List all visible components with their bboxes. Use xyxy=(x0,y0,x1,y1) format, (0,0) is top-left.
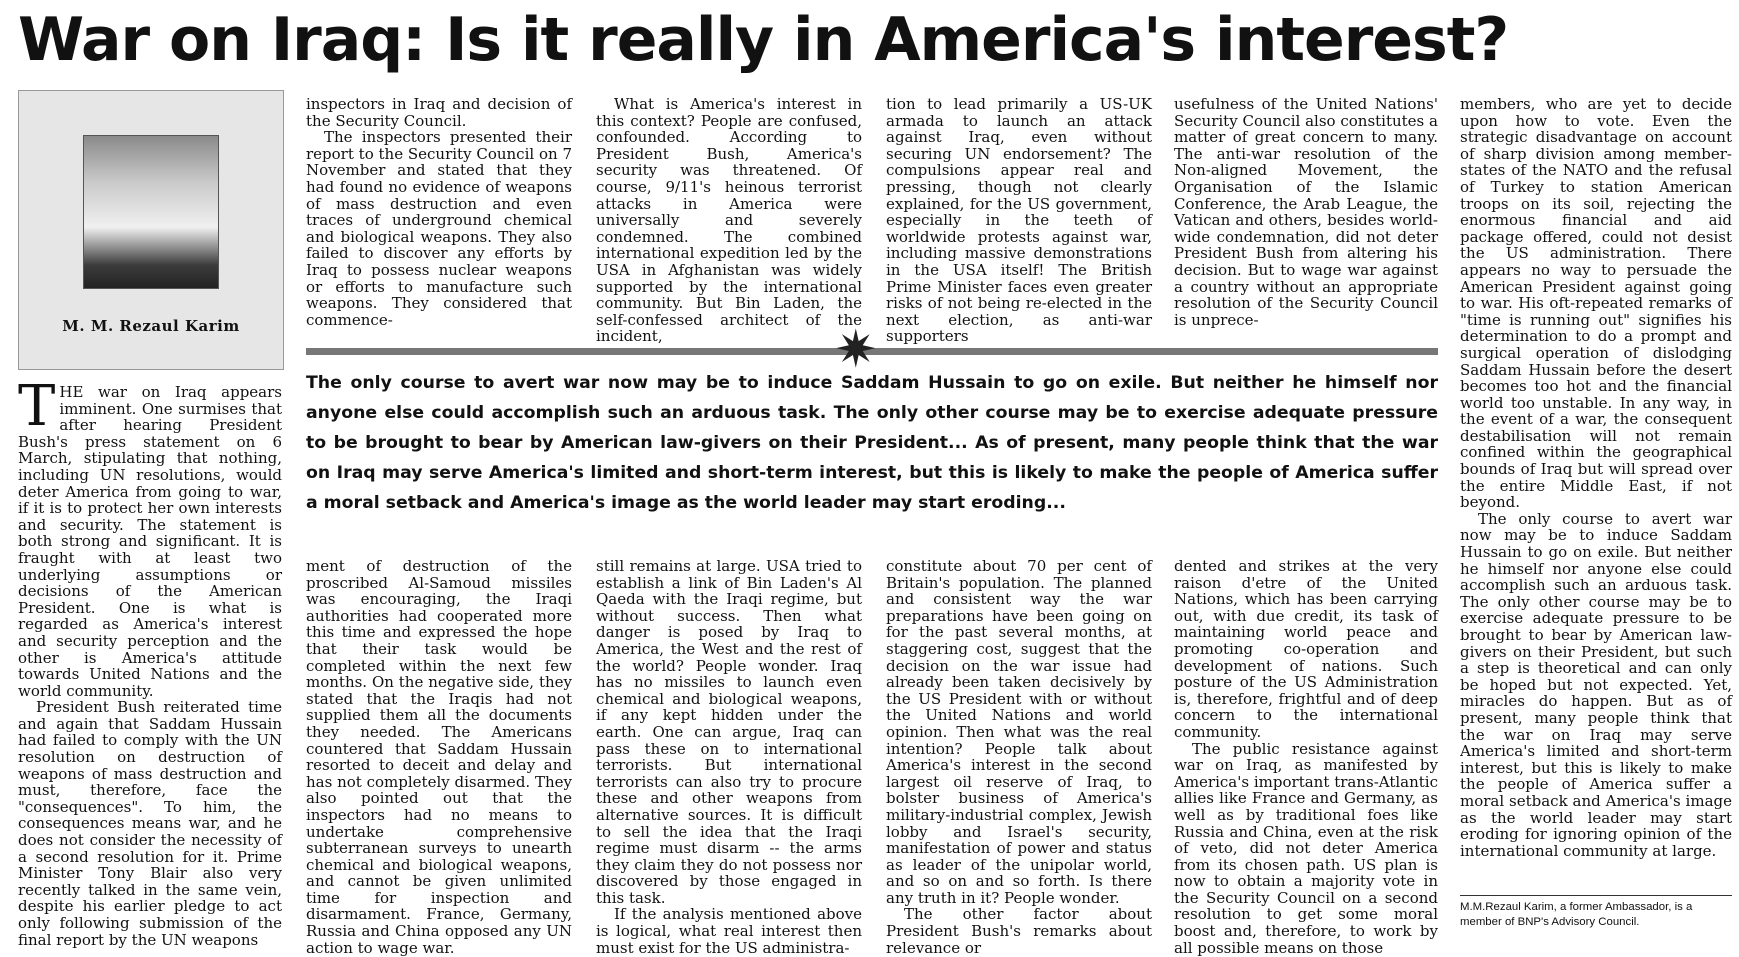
column-6-paragraph-2: The only course to avert war now may be to induce Saddam Hussain to go on exile. But neither he himself nor anyone else could accomplish such an arduous task. The only other course may be to exercise adequate pressure to be brought to bear by American law-givers on their President, but such a step is theoretical and can only be hoped but not expected. Yet, miracles do happen. But as of present, many people think that the war on Iraq may serve America's limited and short-term interest, but this is likely to make the people of America suffer a moral setback and America's image as the world leader may start eroding for ignoring opinion of the international community at large. xyxy=(1460,509,1732,860)
column-2-bottom xyxy=(306,557,572,957)
column-4-top-paragraph-1: tion to lead primarily a US-UK armada to launch an attack against Iraq, even without securing UN endorsement? The compulsions appear real and pressing, though not clearly explained, for the US government, especially in the teeth of worldwide protests against war, including massive demonstrations in the USA itself! The British Prime Minister faces even greater risks of not being re-elected in the next election, as anti-war supporters xyxy=(886,95,1152,346)
author-photo xyxy=(83,135,219,289)
column-5-bottom-paragraph-1: dented and strikes at the very raison d'etre of the United Nations, which has been carrying out, with due credit, its task of maintaining world peace and promoting co-operation and development of nations. Such posture of the US Administration is, therefore, frightful and of deep concern to the international community. xyxy=(1174,557,1438,741)
column-2-bottom-paragraph-1: ment of destruction of the proscribed Al-Samoud missiles was encouraging, the Iraqi authorities had cooperated more this time and expressed the hope that their task would be completed within the next few months. On the negative side, they stated that the Iraqis had not supplied them all the documents they needed. The Americans countered that Saddam Hussain resorted to deceit and delay and has not completely disarmed. They also pointed out that the inspectors had no means to undertake comprehensive subterranean surveys to unearth chemical and biological weapons, and cannot be given unlimited time for inspection and disarmament. France, Germany, Russia and China opposed any UN action to wage war. xyxy=(306,557,572,957)
column-5-bottom xyxy=(1174,557,1438,957)
author-name: M. M. Rezaul Karim xyxy=(62,317,240,335)
column-1-paragraph-2: President Bush reiterated time and again that Saddam Hussain had failed to comply with the UN resolution on destruction of weapons of mass destruction and must, therefore, face the "consequences". To him, the consequences means war, and he does not consider the necessity of a second resolution for it. Prime Minister Tony Blair also very recently talked in the same vein, despite his earlier pledge to act only following submission of the final report by the UN weapons xyxy=(18,698,282,949)
column-2-top-paragraph-1: inspectors in Iraq and decision of the Security Council. xyxy=(306,95,572,130)
author-footnote: M.M.Rezaul Karim, a former Ambassador, is a member of BNP's Advisory Council. xyxy=(1460,895,1732,930)
column-3-top-paragraph-1: What is America's interest in this context? People are confused, confounded. According to President Bush, America's security was threatened. Of course, 9/11's heinous terrorist attacks in America were universally and severely condemned. The combined international expedition led by the USA in Afghanistan was widely supported by the international community. But Bin Laden, the self-confessed architect of the incident, xyxy=(596,95,862,346)
column-3-bottom-paragraph-2: If the analysis mentioned above is logical, what real interest then must exist for the US administra- xyxy=(596,905,862,957)
column-4-top xyxy=(886,95,1152,346)
column-2-top-paragraph-2: The inspectors presented their report to the Security Council on 7 November and stated that they had found no evidence of weapons of mass destruction and even traces of underground chemical and biological weapons. They also failed to discover any efforts by Iraq to possess nuclear weapons or efforts to manufacture such weapons. They considered that commence- xyxy=(306,128,572,329)
column-3-top xyxy=(596,95,862,346)
starburst-icon: ✷ xyxy=(834,320,878,380)
column-6 xyxy=(1460,96,1732,888)
author-box xyxy=(18,90,284,370)
column-4-bottom-paragraph-1: constitute about 70 per cent of Britain's population. The planned and consistent way the war preparations have been going on for the past several months, at staggering cost, suggest that the decision on the war issue had already been taken decisively by the US President with or without the United Nations and world opinion. Then what was the real intention? People talk about America's interest in the second largest oil reserve of Iraq, to bolster business of America's military-industrial complex, Jewish lobby and Israel's security, manifestation of power and status as leader of the unipolar world, and so on and so forth. Is there any truth in it? People wonder. xyxy=(886,557,1152,907)
dropcap: T xyxy=(18,374,56,439)
pullquote: The only course to avert war now may be to induce Saddam Hussain to go on exile. But neither he himself nor anyone else could accomplish such an arduous task. The only other course may be to exercise adequate pressure to be brought to bear by American law-givers on their President... As of present, many people think that the war on Iraq may serve America's limited and short-term interest, but this is likely to make the people of America suffer a moral setback and America's image as the world leader may start eroding... xyxy=(306,373,1438,513)
column-4-bottom-paragraph-2: The other factor about President Bush's remarks about relevance or xyxy=(886,905,1152,957)
column-1-paragraph-1: THE war on Iraq appears imminent. One surmises that after hearing President Bush's press statement on 6 March, stipulating that nothing, including UN resolutions, would deter America from going to war, if it is to protect her own interests and security. The statement is both strong and significant. It is fraught with at least two underlying assumptions or decisions of the American President. One is what is regarded as America's interest and security perception and the other is America's attitude towards United Nations and the world community. xyxy=(18,374,282,700)
column-5-bottom-paragraph-2: The public resistance against war on Iraq, as manifested by America's important trans-Atlantic allies like France and Germany, as well as by traditional foes like Russia and China, even at the risk of veto, did not deter America from its chosen path. US plan is now to obtain a majority vote in the Security Council on a second resolution to get some moral boost and, therefore, to work by all possible means on those xyxy=(1174,739,1438,957)
column-5-top-paragraph-1: usefulness of the United Nations' Security Council also constitutes a matter of great concern to many. The anti-war resolution of the Non-aligned Movement, the Organisation of the Islamic Conference, the Arab League, the Vatican and others, besides world-wide condemnation, did not deter President Bush from altering his decision. But to wage war against a country without an appropriate resolution of the Security Council is unprece- xyxy=(1174,95,1438,329)
column-6-paragraph-1: members, who are yet to decide upon how to vote. Even the strategic disadvantage on account of sharp division among member-states of the NATO and the refusal of Turkey to station American troops on its soil, rejecting the enormous financial and aid package offered, could not desist the US administration. There appears no way to persuade the American President against going to war. His oft-repeated remarks of "time is running out" signifies his determination to do a prompt and surgical operation of dislodging Saddam Hussain before the desert becomes too hot and the financial world too unstable. In any way, in the event of a war, the consequent destabilisation will not remain confined within the geographical bounds of Iraq but will spread over the entire Middle East, if not beyond. xyxy=(1460,95,1732,512)
column-4-bottom xyxy=(886,557,1152,957)
column-1 xyxy=(18,374,282,949)
column-3-bottom-paragraph-1: still remains at large. USA tried to establish a link of Bin Laden's Al Qaeda with the Iraqi regime, but without success. Then what danger is posed by Iraq to America, the West and the rest of the world? People wonder. Iraq has no missiles to launch even chemical and biological weapons, if any kept hidden under the earth. One can argue, Iraq can pass these on to international terrorists. But international terrorists can also try to procure these and other weapons from alternative sources. It is difficult to sell the idea that the Iraqi regime must disarm -- the arms they claim they do not possess nor discovered by those engaged in this task. xyxy=(596,557,862,907)
column-3-bottom xyxy=(596,557,862,957)
headline: War on Iraq: Is it really in America's interest? xyxy=(18,5,1509,75)
column-5-top xyxy=(1174,96,1438,328)
column-2-top xyxy=(306,96,572,328)
